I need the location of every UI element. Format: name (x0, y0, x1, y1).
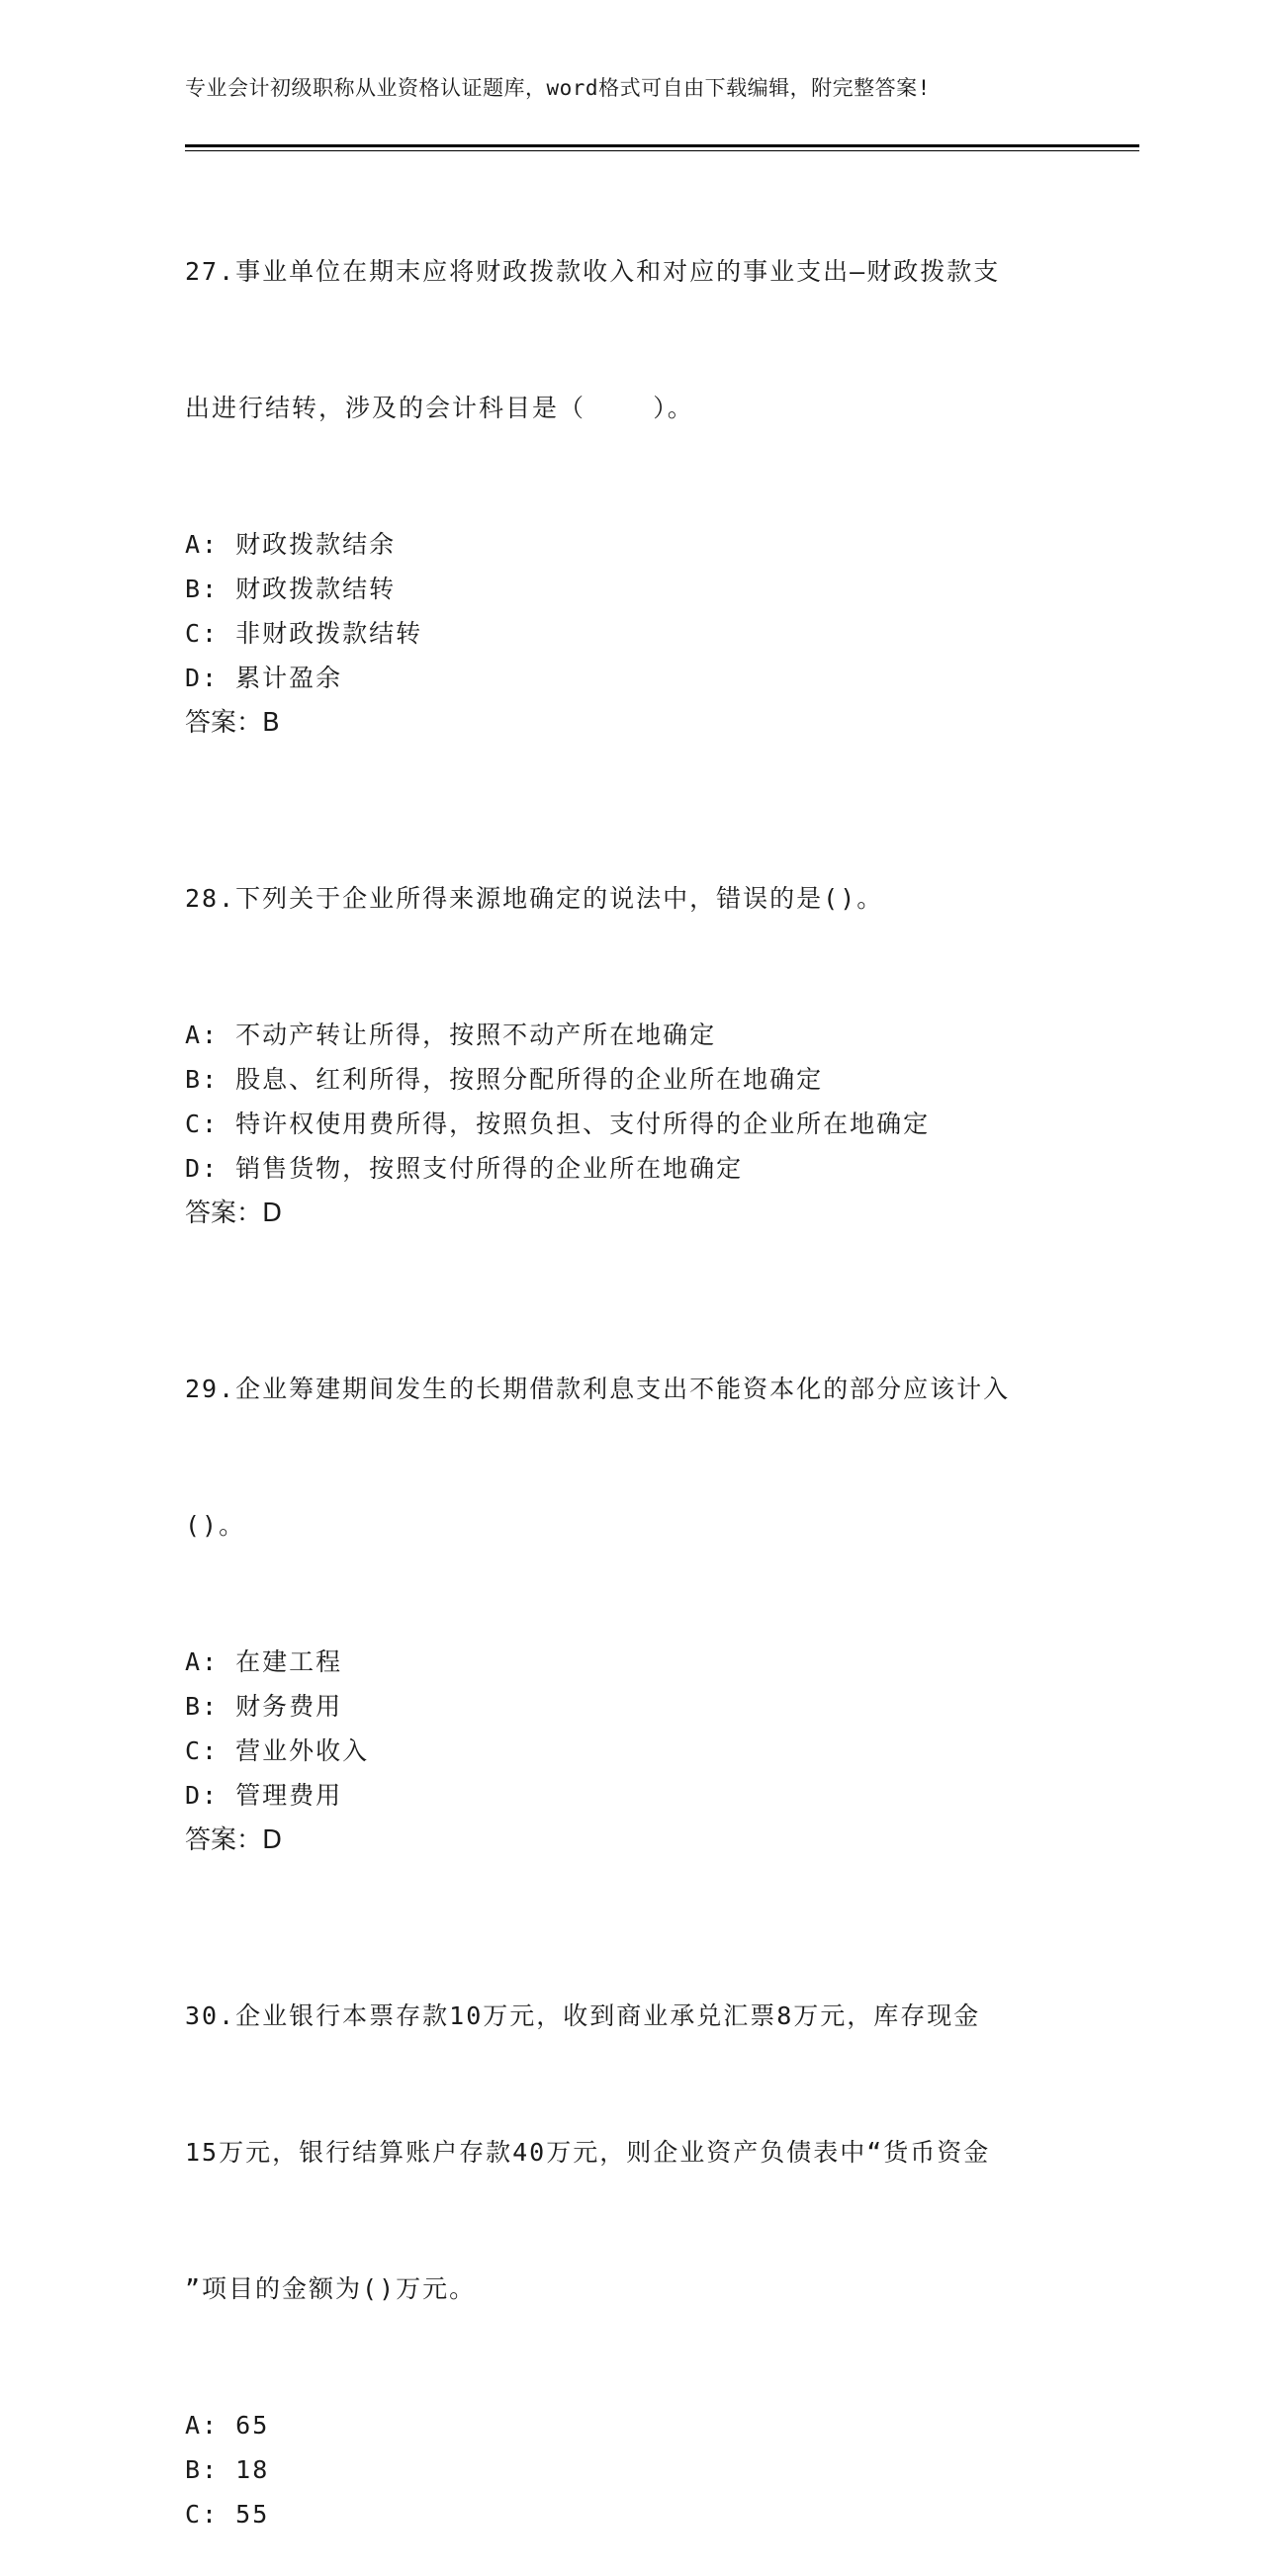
question-stem-line: 15万元，银行结算账户存款40万元，则企业资产负债表中“货币资金 (185, 2138, 991, 2167)
header-divider-thin (185, 150, 1139, 151)
question-stem-line: 30.企业银行本票存款10万元，收到商业承兑汇票8万元，库存现金 (185, 2001, 981, 2030)
question-30 (185, 1903, 1075, 2536)
option-b: B: 财政拨款结转 (185, 575, 397, 603)
answer: 答案：B (185, 708, 280, 738)
question-stem-line: 28.下列关于企业所得来源地确定的说法中，错误的是()。 (185, 884, 884, 913)
option-a: A: 65 (185, 2411, 270, 2440)
answer: 答案：D (185, 1199, 283, 1228)
option-b: B: 18 (185, 2455, 270, 2484)
option-a: A: 在建工程 (185, 1647, 343, 1676)
question-stem-line: 出进行结转，涉及的会计科目是（ ）。 (185, 394, 694, 422)
question-stem-line: 29.企业筹建期间发生的长期借款利息支出不能资本化的部分应该计入 (185, 1375, 1011, 1403)
question-stem-line: ()。 (185, 1511, 246, 1540)
header-divider-thick (185, 144, 1139, 147)
question-stem (185, 158, 1075, 522)
answer: 答案：D (185, 1825, 283, 1855)
option-d: D: 累计盈余 (185, 664, 343, 692)
question-stem (185, 1903, 1075, 2403)
option-d: D: 管理费用 (185, 1781, 343, 1810)
option-c: C: 特许权使用费所得，按照负担、支付所得的企业所在地确定 (185, 1110, 931, 1138)
option-c: C: 营业外收入 (185, 1736, 370, 1765)
question-stem-line: ”项目的金额为()万元。 (185, 2274, 477, 2303)
option-b: B: 股息、红利所得，按照分配所得的企业所在地确定 (185, 1065, 824, 1094)
option-b: B: 财务费用 (185, 1692, 343, 1721)
option-d: D: 销售货物，按照支付所得的企业所在地确定 (185, 1154, 744, 1183)
question-29 (185, 1276, 1075, 1863)
option-a: A: 财政拨款结余 (185, 530, 397, 559)
document-header: 专业会计初级职称从业资格认证题库，word格式可自由下载编辑，附完整答案! (185, 76, 931, 100)
question-stem (185, 1276, 1075, 1640)
question-27 (185, 158, 1075, 746)
question-28 (185, 785, 1075, 1236)
question-stem-line: 27.事业单位在期末应将财政拨款收入和对应的事业支出—财政拨款支 (185, 257, 1001, 286)
option-c: C: 55 (185, 2500, 270, 2529)
question-list (185, 158, 1075, 2576)
question-stem (185, 785, 1075, 1013)
option-c: C: 非财政拨款结转 (185, 619, 423, 648)
option-a: A: 不动产转让所得，按照不动产所在地确定 (185, 1021, 717, 1049)
